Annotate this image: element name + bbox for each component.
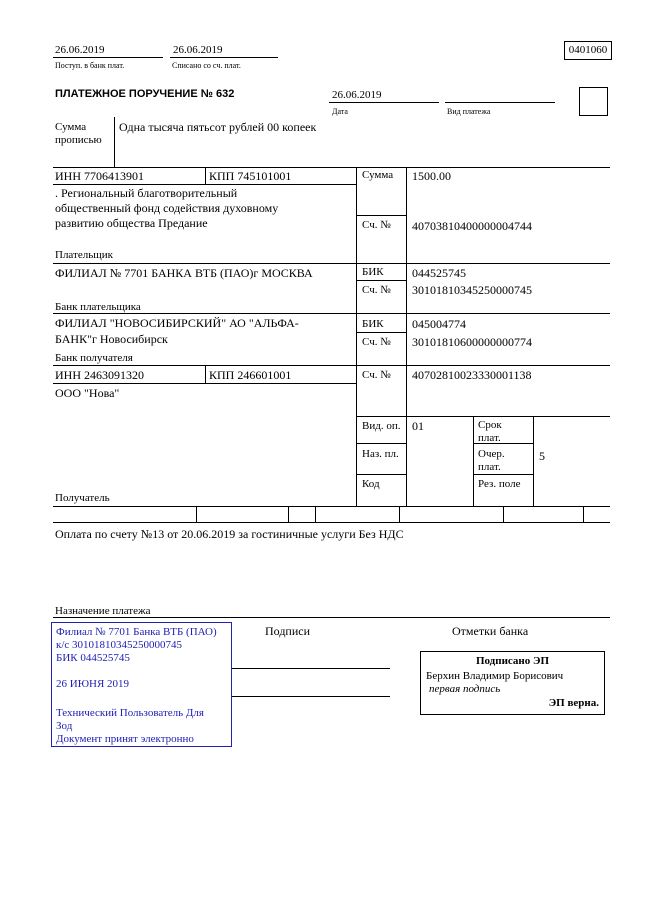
srok-label-1: Срок <box>478 419 502 431</box>
vid-op-value: 01 <box>412 419 424 433</box>
stamp-line-5: Технический Пользователь Для <box>56 707 204 719</box>
amount-words-label-2: прописью <box>55 134 102 146</box>
payee-label: Получатель <box>55 492 110 504</box>
payee-bank-label: Банк получателя <box>55 352 133 364</box>
ep-signature-box <box>420 651 605 715</box>
payee-bank-name-1: ФИЛИАЛ "НОВОСИБИРСКИЙ" АО "АЛЬФА- <box>55 316 299 330</box>
payee-bank-account-label: Сч. № <box>362 336 391 348</box>
ocher-label-1: Очер. <box>478 448 505 460</box>
tax-divider-6 <box>583 506 584 522</box>
purpose-line <box>53 617 610 618</box>
form-code: 0401060 <box>564 41 612 60</box>
grid-line-payer <box>53 263 610 264</box>
payer-account-label: Сч. № <box>362 219 391 231</box>
amount-words-value: Одна тысяча пятьсот рублей 00 копеек <box>119 120 317 134</box>
date-received-label: Поступ. в банк плат. <box>55 61 125 70</box>
grid-vline-kpp1 <box>205 167 206 184</box>
date-received: 26.06.2019 <box>55 44 105 56</box>
status-box <box>579 87 608 116</box>
grid-vline-codes-1 <box>473 416 474 506</box>
naz-pl-label: Наз. пл. <box>362 448 399 460</box>
payer-bank-account-label: Сч. № <box>362 284 391 296</box>
grid-line-payee-inn <box>53 383 356 384</box>
payer-bik-label: БИК <box>362 266 384 278</box>
document-date: 26.06.2019 <box>332 89 382 101</box>
payer-account: 40703810400000004744 <box>412 219 532 233</box>
signatures-label: Подписи <box>265 624 311 638</box>
grid-line-codes-top <box>356 416 610 417</box>
date-debited: 26.06.2019 <box>173 44 223 56</box>
grid-vline-kpp2 <box>205 365 206 383</box>
purpose-label: Назначение платежа <box>55 605 151 617</box>
grid-line-bik1 <box>356 280 406 281</box>
stamp-line-2: к/с 30101810345250000745 <box>56 639 183 651</box>
payer-bik: 044525745 <box>412 266 466 280</box>
payer-bank-name: ФИЛИАЛ № 7701 БАНКА ВТБ (ПАО)г МОСКВА <box>55 266 313 280</box>
payer-label: Плательщик <box>55 249 113 261</box>
stamp-line-6: Зод <box>56 720 73 732</box>
payer-bank-account: 30101810345250000745 <box>412 283 532 297</box>
grid-line-codes-2b <box>473 474 533 475</box>
payment-type-label: Вид платежа <box>447 107 491 116</box>
grid-vline-codes-2 <box>533 416 534 506</box>
grid-line-bik2 <box>356 332 406 333</box>
payer-name-2: общественный фонд содействия духовному <box>55 201 279 215</box>
tax-divider-1 <box>196 506 197 522</box>
bank-marks-label: Отметки банка <box>452 624 529 638</box>
tax-divider-5 <box>503 506 504 522</box>
srok-label-2: плат. <box>478 432 501 444</box>
stamp-line-1: Филиал № 7701 Банка ВТБ (ПАО) <box>56 626 217 638</box>
stamp-line-3: БИК 044525745 <box>56 652 130 664</box>
payee-account: 40702810023330001138 <box>412 368 532 382</box>
grid-line-codes-1 <box>356 443 406 444</box>
ocher-label-2: плат. <box>478 461 501 473</box>
document-date-line <box>329 102 439 103</box>
grid-line-codes-2 <box>356 474 406 475</box>
grid-vline-values <box>406 167 407 506</box>
payee-account-label: Сч. № <box>362 369 391 381</box>
payee-bik-label: БИК <box>362 318 384 330</box>
payer-inn: ИНН 7706413901 <box>55 169 144 183</box>
stamp-line-4: 26 ИЮНЯ 2019 <box>56 678 130 690</box>
sum-label: Сумма <box>362 169 394 181</box>
payment-type-line <box>445 102 555 103</box>
stamp-line-7: Документ принят электронно <box>56 733 194 745</box>
amount-words-divider <box>114 117 115 167</box>
tax-divider-4 <box>399 506 400 522</box>
grid-line-inn <box>53 184 356 185</box>
ep-first-sign: первая подпись <box>429 683 501 695</box>
grid-line-top <box>53 167 610 168</box>
date-debited-line <box>170 57 278 58</box>
payer-kpp: КПП 745101001 <box>209 169 292 183</box>
ep-title: Подписано ЭП <box>475 655 550 667</box>
grid-line-payee-bottom <box>53 506 610 507</box>
document-date-label: Дата <box>332 107 348 116</box>
payer-name-1: . Региональный благотворительный <box>55 186 238 200</box>
ocher-value: 5 <box>539 449 545 463</box>
payee-bank-name-2: БАНК"г Новосибирск <box>55 332 168 346</box>
signature-line-1 <box>232 668 390 669</box>
signature-line-2 <box>232 696 390 697</box>
grid-line-tax-bottom <box>53 522 610 523</box>
payee-name: ООО "Нова" <box>55 386 120 400</box>
ep-signer: Берхин Владимир Борисович <box>426 670 564 682</box>
tax-divider-2 <box>288 506 289 522</box>
bank-stamp <box>51 622 232 747</box>
vid-op-label: Вид. оп. <box>362 420 401 432</box>
kod-label: Код <box>362 478 380 490</box>
date-debited-label: Списано со сч. плат. <box>172 61 241 70</box>
sum-value: 1500.00 <box>412 169 451 183</box>
payee-inn: ИНН 2463091320 <box>55 368 144 382</box>
ep-valid: ЭП верна. <box>548 697 599 709</box>
tax-divider-3 <box>315 506 316 522</box>
payee-bik: 045004774 <box>412 317 466 331</box>
amount-words-label-1: Сумма <box>55 121 87 133</box>
purpose-text: Оплата по счету №13 от 20.06.2019 за гостиничные услуги Без НДС <box>55 527 404 541</box>
payer-name-3: развитию общества Предание <box>55 216 208 230</box>
payee-kpp: КПП 246601001 <box>209 368 292 382</box>
payee-bank-account: 30101810600000000774 <box>412 335 532 349</box>
payer-bank-label: Банк плательщика <box>55 301 141 313</box>
rez-label: Рез. поле <box>478 478 521 490</box>
document-title: ПЛАТЕЖНОЕ ПОРУЧЕНИЕ № 632 <box>55 88 235 100</box>
grid-line-sum <box>356 215 406 216</box>
grid-line-payee-bank <box>53 365 610 366</box>
grid-vline-main <box>356 167 357 506</box>
date-received-line <box>53 57 163 58</box>
